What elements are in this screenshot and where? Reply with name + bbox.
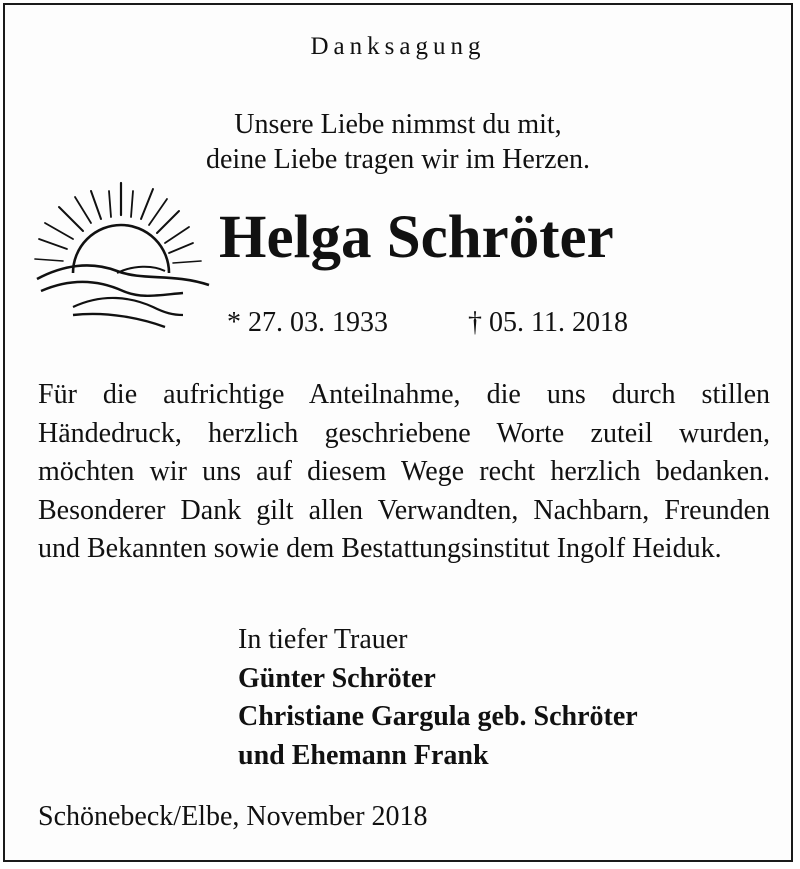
notice-title: Danksagung — [310, 33, 486, 60]
quote-line-2: deine Liebe tragen wir im Herzen. — [205, 144, 591, 175]
deceased-name: Helga Schröter — [219, 204, 614, 271]
signer-1: Günter Schröter — [238, 662, 436, 694]
signer-2: Christiane Gargula geb. Schröter — [238, 701, 638, 732]
sunset-over-hills-icon — [33, 181, 211, 331]
signer-3: und Ehemann Frank — [238, 739, 489, 771]
thank-you-text — [38, 376, 770, 569]
birth-date: * 27. 03. 1933 — [227, 307, 388, 338]
quote-line-1: Unsere Liebe nimmst du mit, — [234, 109, 562, 140]
place-date: Schönebeck/Elbe, November 2018 — [38, 801, 428, 832]
thank-you-paragraph: Für die aufrichtige Anteilnahme, die uns durch stillen Händedruck, herzlich geschriebene Worte zuteil wurden, möchten wir uns auf diesem Wege recht herzlich bedanken. Besonderer Dank gilt allen Verwandten, Nachbarn, Freunden und Bekannten sowie dem Bestattungsinstitut Ingolf Heiduk. — [38, 379, 770, 564]
mourning-line: In tiefer Trauer — [238, 624, 408, 655]
signoff-block — [238, 621, 638, 775]
death-date: † 05. 11. 2018 — [468, 307, 628, 338]
obituary-card — [3, 3, 793, 862]
memorial-quote — [5, 107, 791, 177]
